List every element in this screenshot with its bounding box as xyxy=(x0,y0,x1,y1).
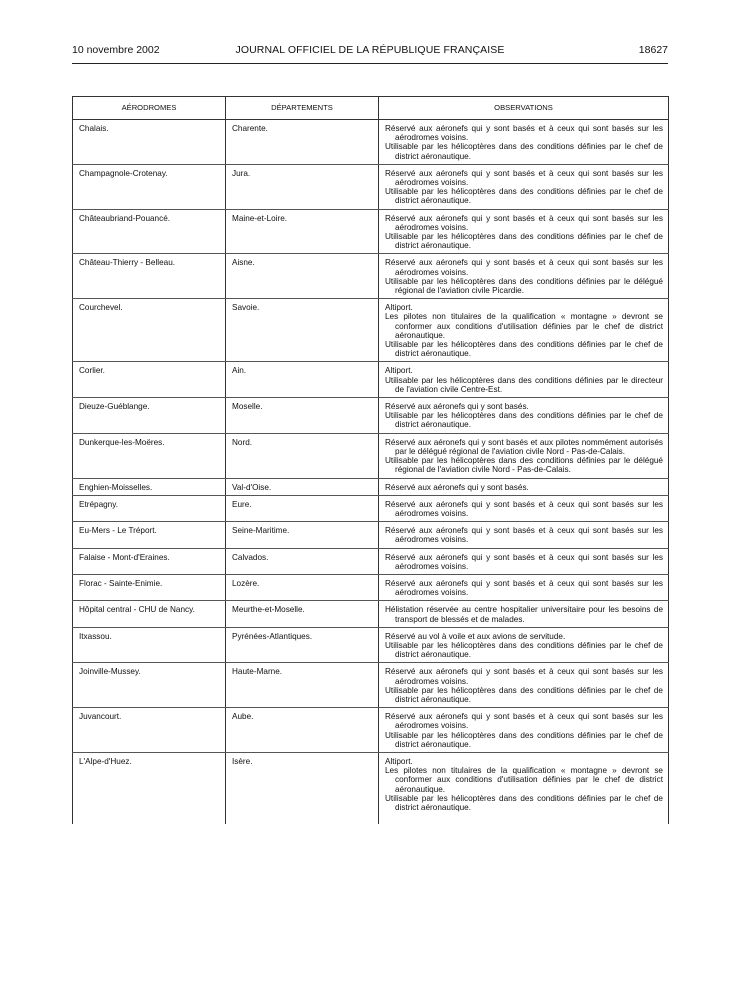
aerodrome-cell: Joinville-Mussey. xyxy=(73,663,226,708)
observation-line: Réservé aux aéronefs qui y sont basés et à ceux qui sont basés sur les aérodromes voisins. xyxy=(385,712,663,731)
observations-cell xyxy=(379,478,669,495)
observations-cell xyxy=(379,254,669,299)
table-row xyxy=(73,362,669,398)
table-row xyxy=(73,752,669,824)
aerodrome-cell: Champagnole-Crotenay. xyxy=(73,164,226,209)
table-row xyxy=(73,398,669,434)
observation-line: Utilisable par les hélicoptères dans des conditions définies par le directeur de l'aviation civile Centre-Est. xyxy=(385,375,663,394)
page-header xyxy=(72,44,668,60)
observation-line: Utilisable par les hélicoptères dans des conditions définies par le chef de district aéronautique. xyxy=(385,340,663,359)
observations-cell xyxy=(379,627,669,663)
page-number: 18627 xyxy=(638,44,668,56)
observation-line: Utilisable par les hélicoptères dans des conditions définies par le chef de district aéronautique. xyxy=(385,793,663,812)
observation-line: Altiport. xyxy=(385,756,413,766)
table-row xyxy=(73,548,669,574)
observation-line: Utilisable par les hélicoptères dans des conditions définies par le chef de district aéronautique. xyxy=(385,142,663,161)
departement-cell: Isère. xyxy=(226,752,379,824)
table-row xyxy=(73,299,669,362)
observation-line: Utilisable par les hélicoptères dans des conditions définies par le délégué régional de l'aviation civile Nord - Pas-de-Calais. xyxy=(385,456,663,475)
aerodrome-cell: Dunkerque-les-Moëres. xyxy=(73,433,226,478)
observations-cell xyxy=(379,522,669,548)
observation-line: Utilisable par les hélicoptères dans des conditions définies par le délégué régional de l'aviation civile Picardie. xyxy=(385,276,663,296)
aerodrome-cell: Chalais. xyxy=(73,120,226,165)
observation-line: Les pilotes non titulaires de la qualification « montagne » devront se conformer aux conditions d'utilisation définies par le chef de district aéronautique. xyxy=(385,312,663,340)
observations-cell xyxy=(379,164,669,209)
table-row xyxy=(73,627,669,663)
table-header-row xyxy=(73,97,669,120)
observations-cell xyxy=(379,708,669,753)
observation-line: Utilisable par les hélicoptères dans des conditions définies par le chef de district aéronautique. xyxy=(385,730,663,749)
observation-line: Altiport. xyxy=(385,366,413,376)
observation-line: Réservé aux aéronefs qui y sont basés et à ceux qui sont basés sur les aérodromes voisins. xyxy=(385,667,663,686)
departement-cell: Moselle. xyxy=(226,398,379,434)
departement-cell: Maine-et-Loire. xyxy=(226,209,379,254)
aerodrome-cell: Corlier. xyxy=(73,362,226,398)
observation-line: Les pilotes non titulaires de la qualification « montagne » devront se conformer aux conditions d'utilisation définies par le chef de district aéronautique. xyxy=(385,766,663,794)
observation-line: Réservé aux aéronefs qui y sont basés et à ceux qui sont basés sur les aérodromes voisins. xyxy=(385,499,663,518)
aerodrome-cell: Dieuze-Guéblange. xyxy=(73,398,226,434)
aerodromes-table xyxy=(72,96,669,824)
departement-cell: Nord. xyxy=(226,433,379,478)
aerodrome-cell: Juvancourt. xyxy=(73,708,226,753)
journal-title: JOURNAL OFFICIEL DE LA RÉPUBLIQUE FRANÇAISE xyxy=(235,44,505,56)
observations-cell xyxy=(379,398,669,434)
observation-line: Utilisable par les hélicoptères dans des conditions définies par le chef de district aéronautique. xyxy=(385,232,663,251)
departement-cell: Jura. xyxy=(226,164,379,209)
departement-cell: Haute-Marne. xyxy=(226,663,379,708)
observations-cell xyxy=(379,663,669,708)
observations-cell xyxy=(379,433,669,478)
observations-cell xyxy=(379,120,669,165)
table-row xyxy=(73,120,669,165)
departement-cell: Savoie. xyxy=(226,299,379,362)
table-row xyxy=(73,209,669,254)
departement-cell: Ain. xyxy=(226,362,379,398)
aerodrome-cell: Enghien-Moisselles. xyxy=(73,478,226,495)
header-rule xyxy=(72,63,668,64)
departement-cell: Aisne. xyxy=(226,254,379,299)
aerodrome-cell: Eu-Mers - Le Tréport. xyxy=(73,522,226,548)
observation-line: Réservé aux aéronefs qui y sont basés et à ceux qui sont basés sur les aérodromes voisins. xyxy=(385,258,663,277)
departement-cell: Calvados. xyxy=(226,548,379,574)
aerodrome-cell: Florac - Sainte-Enimie. xyxy=(73,574,226,600)
publication-date: 10 novembre 2002 xyxy=(72,44,160,56)
observation-line: Hélistation réservée au centre hospitalier universitaire pour les besoins de transport de blessés et de malades. xyxy=(385,605,663,624)
aerodrome-cell: Itxassou. xyxy=(73,627,226,663)
observation-line: Utilisable par les hélicoptères dans des conditions définies par le chef de district aéronautique. xyxy=(385,187,663,206)
column-header-observations: OBSERVATIONS xyxy=(379,97,669,120)
aerodrome-cell: Hôpital central - CHU de Nancy. xyxy=(73,601,226,627)
departement-cell: Charente. xyxy=(226,120,379,165)
observations-cell xyxy=(379,548,669,574)
aerodrome-cell: Falaise - Mont-d'Eraines. xyxy=(73,548,226,574)
observation-line: Réservé aux aéronefs qui y sont basés et à ceux qui sont basés sur les aérodromes voisins. xyxy=(385,526,663,545)
observation-line: Réservé aux aéronefs qui y sont basés et à ceux qui sont basés sur les aérodromes voisins. xyxy=(385,213,663,232)
observation-line: Utilisable par les hélicoptères dans des conditions définies par le chef de district aéronautique. xyxy=(385,411,663,430)
observations-cell xyxy=(379,752,669,824)
departement-cell: Val-d'Oise. xyxy=(226,478,379,495)
table-row xyxy=(73,574,669,600)
observation-line: Réservé aux aéronefs qui y sont basés et à ceux qui sont basés sur les aérodromes voisins. xyxy=(385,168,663,188)
table-row xyxy=(73,522,669,548)
observation-line: Réservé aux aéronefs qui y sont basés. xyxy=(385,482,529,492)
table-row xyxy=(73,254,669,299)
observation-line: Réservé aux aéronefs qui y sont basés et à ceux qui sont basés sur les aérodromes voisins. xyxy=(385,578,663,598)
observation-line: Réservé aux aéronefs qui y sont basés et aux pilotes nommément autorisés par le délégué régional de l'aviation civile Nord - Pas-de-Calais. xyxy=(385,437,663,456)
observation-line: Réservé aux aéronefs qui y sont basés et à ceux qui sont basés sur les aérodromes voisins. xyxy=(385,552,663,571)
aerodrome-cell: Courchevel. xyxy=(73,299,226,362)
departement-cell: Lozère. xyxy=(226,574,379,600)
observations-cell xyxy=(379,209,669,254)
observation-line: Réservé au vol à voile et aux avions de servitude. xyxy=(385,631,566,641)
table-row xyxy=(73,663,669,708)
observation-line: Réservé aux aéronefs qui y sont basés et à ceux qui sont basés sur les aérodromes voisins. xyxy=(385,124,663,143)
observation-line: Réservé aux aéronefs qui y sont basés. xyxy=(385,402,529,412)
departement-cell: Eure. xyxy=(226,495,379,521)
observations-cell xyxy=(379,362,669,398)
aerodrome-cell: Etrépagny. xyxy=(73,495,226,521)
departement-cell: Aube. xyxy=(226,708,379,753)
departement-cell: Seine-Maritime. xyxy=(226,522,379,548)
table-row xyxy=(73,164,669,209)
observation-line: Utilisable par les hélicoptères dans des conditions définies par le chef de district aéronautique. xyxy=(385,640,663,660)
observation-line: Utilisable par les hélicoptères dans des conditions définies par le chef de district aéronautique. xyxy=(385,685,663,704)
table-row xyxy=(73,495,669,521)
table-row xyxy=(73,601,669,627)
aerodrome-cell: L'Alpe-d'Huez. xyxy=(73,752,226,824)
departement-cell: Pyrénées-Atlantiques. xyxy=(226,627,379,663)
observations-cell xyxy=(379,495,669,521)
observations-cell xyxy=(379,574,669,600)
observation-line: Altiport. xyxy=(385,303,413,313)
aerodrome-cell: Châteaubriand-Pouancé. xyxy=(73,209,226,254)
table-row xyxy=(73,478,669,495)
observations-cell xyxy=(379,299,669,362)
column-header-departements: DÉPARTEMENTS xyxy=(226,97,379,120)
table-row xyxy=(73,708,669,753)
column-header-aerodromes: AÉRODROMES xyxy=(73,97,226,120)
departement-cell: Meurthe-et-Moselle. xyxy=(226,601,379,627)
aerodrome-cell: Château-Thierry - Belleau. xyxy=(73,254,226,299)
table-row xyxy=(73,433,669,478)
observations-cell xyxy=(379,601,669,627)
